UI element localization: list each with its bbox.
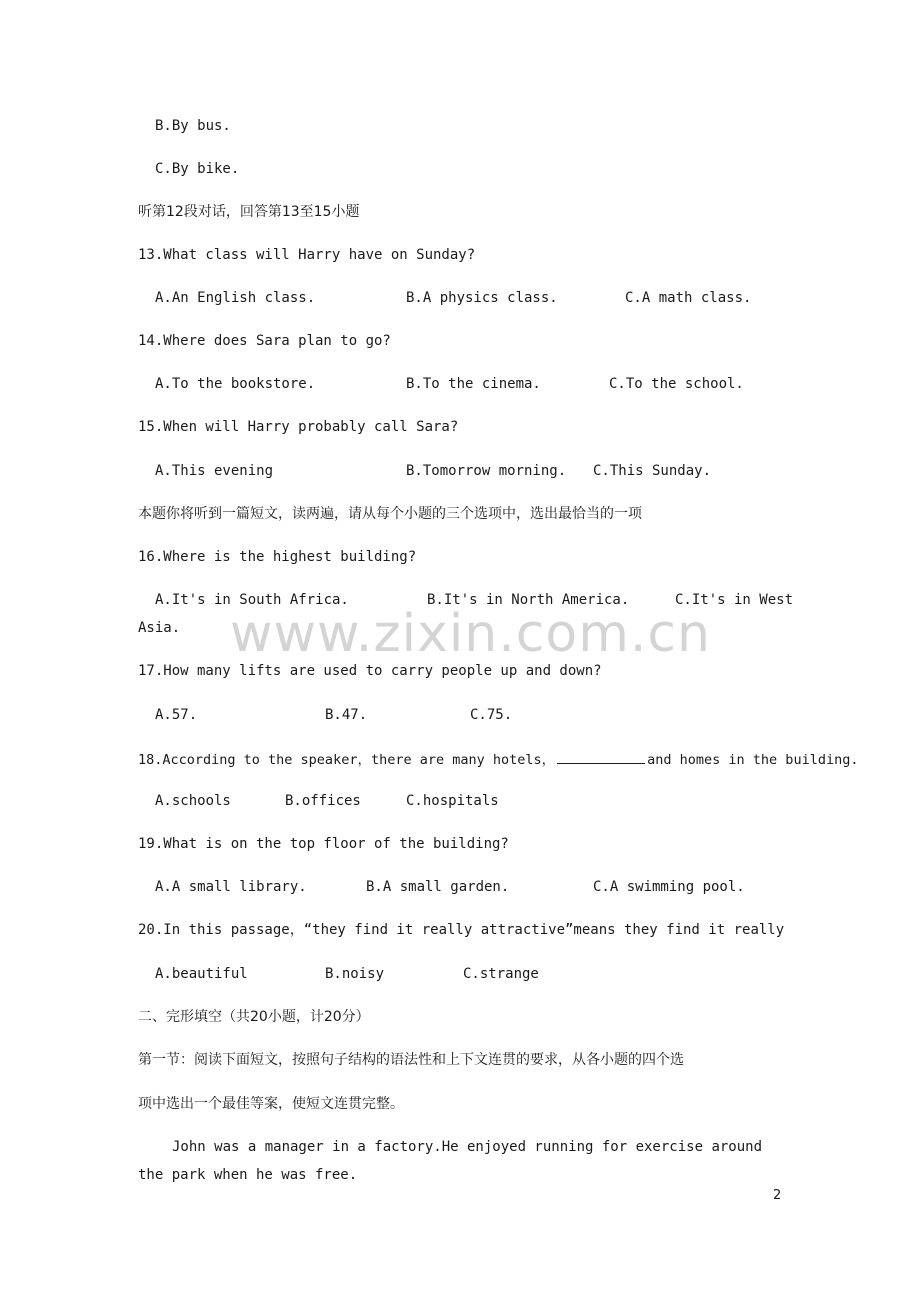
q19-option-a: A.A small library. <box>155 879 307 895</box>
q14-stem: 14.Where does Sara plan to go? <box>138 333 391 349</box>
q17-option-c: C.75. <box>470 707 513 723</box>
q18-stem-after: and homes in the building. <box>647 752 859 768</box>
q18-option-b: B.offices <box>285 793 361 809</box>
q16-option-a: A.It's in South Africa. <box>155 592 349 608</box>
q20-stem: 20.In this passage，“they find it really attractive”means they find it really <box>138 922 785 938</box>
q20-option-b: B.noisy <box>325 966 385 982</box>
q18-option-a: A.schools <box>155 793 231 809</box>
q19-stem: 19.What is on the top floor of the building? <box>138 836 509 852</box>
q18-stem <box>138 749 858 769</box>
q20-option-a: A.beautiful <box>155 966 248 982</box>
q15-option-c: C.This Sunday. <box>593 463 712 479</box>
q17-option-a: A.57. <box>155 707 198 723</box>
q12-option-b: B.By bus. <box>155 118 231 134</box>
q17-option-b: B.47. <box>325 707 368 723</box>
q16-option-c-continued: Asia. <box>138 620 181 636</box>
q17-stem: 17.How many lifts are used to carry people up and down? <box>138 663 602 679</box>
cloze-passage-text: John was a manager in a factory.He enjoyed running for exercise around the park when he was free. <box>138 1139 763 1183</box>
q19-option-c: C.A swimming pool. <box>593 879 745 895</box>
q13-option-c: C.A math class. <box>625 290 752 306</box>
q14-option-c: C.To the school. <box>609 376 744 392</box>
q16-option-b: B.It's in North America. <box>427 592 630 608</box>
q13-option-b: B.A physics class. <box>406 290 558 306</box>
section-dialog12-heading: 听第12段对话，回答第13至15小题 <box>138 204 360 220</box>
section-passage-heading: 本题你将听到一篇短文，读两遍，请从每个小题的三个选项中，选出最恰当的一项 <box>138 506 642 522</box>
part2-title: 二、完形填空（共20小题，计20分） <box>138 1009 370 1025</box>
q19-option-b: B.A small garden. <box>366 879 510 895</box>
q13-option-a: A.An English class. <box>155 290 316 306</box>
q16-stem: 16.Where is the highest building? <box>138 549 417 565</box>
q16-option-c: C.It's in West <box>675 592 794 608</box>
q14-option-b: B.To the cinema. <box>406 376 541 392</box>
q13-stem: 13.What class will Harry have on Sunday? <box>138 247 476 263</box>
part2-instruction-line1: 第一节：阅读下面短文，按照句子结构的语法性和上下文连贯的要求，从各小题的四个选 <box>138 1052 684 1068</box>
q15-option-a: A.This evening <box>155 463 274 479</box>
page-number: 2 <box>773 1188 782 1203</box>
q15-option-b: B.Tomorrow morning. <box>406 463 567 479</box>
q20-option-c: C.strange <box>463 966 539 982</box>
q12-option-c: C.By bike. <box>155 161 240 177</box>
q15-stem: 15.When will Harry probably call Sara? <box>138 419 459 435</box>
part2-instruction-line2: 项中选出一个最佳等案，使短文连贯完整。 <box>138 1096 404 1112</box>
q14-option-a: A.To the bookstore. <box>155 376 316 392</box>
q18-stem-before: 18.According to the speaker，there are many hotels， <box>138 752 556 768</box>
q18-option-c: C.hospitals <box>406 793 499 809</box>
watermark: www.zixin.com.cn <box>230 604 711 664</box>
q18-blank <box>557 749 645 764</box>
